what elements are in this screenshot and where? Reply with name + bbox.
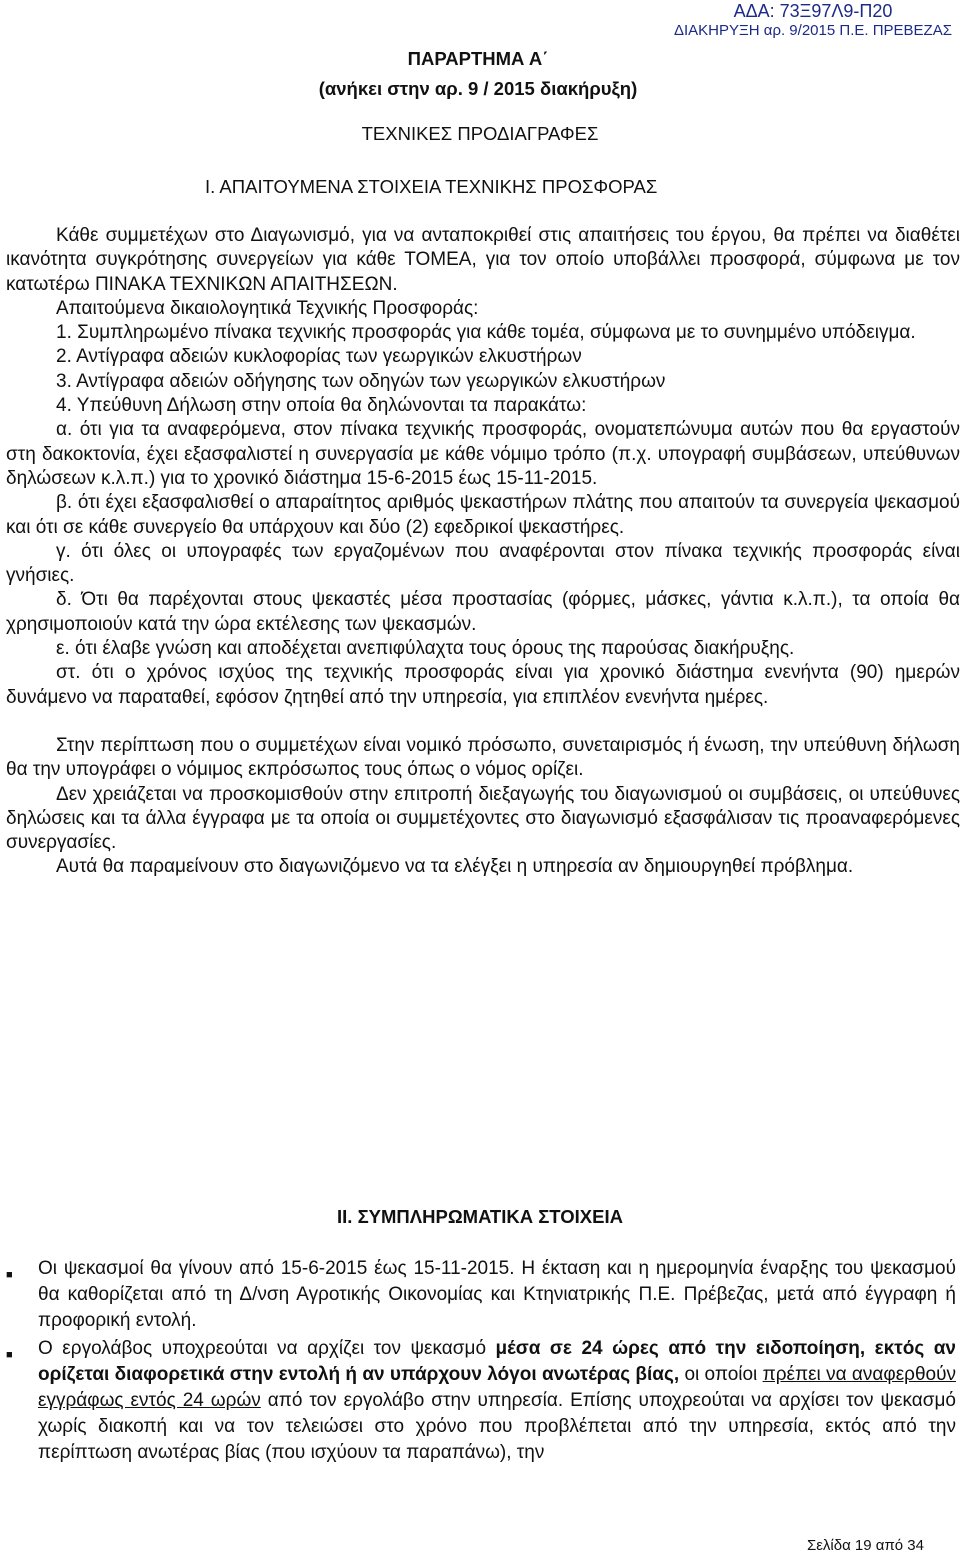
list-item: 1. Συμπληρωμένο πίνακα τεχνικής προσφοράς για κάθε τομέα, σύμφωνα με το συνημμένο υπόδειγμα.	[56, 322, 916, 344]
ada-stamp	[674, 2, 952, 40]
list-item	[6, 1256, 956, 1334]
list-item: 4. Υπεύθυνη Δήλωση στην οποία θα δηλώνονται τα παρακάτω:	[56, 395, 587, 417]
paragraph: Αυτά θα παραμείνουν στο διαγωνιζόμενο να τα ελέγξει η υπηρεσία αν δημιουργηθεί πρόβλημα.	[56, 856, 854, 878]
text-run: από τον εργολάβο στην υπηρεσία. Επίσης υποχρεούται να αρχίσει τον ψεκασμό χωρίς διακοπή και να τον τελειώσει στο χρόνο που προβλέπεται από την υπηρεσία, εκτός από την περίπτωση ανωτέρας βίας (που ισχύουν τα παραπάνω), την	[38, 1390, 956, 1463]
bullet-text: Οι ψεκασμοί θα γίνουν από 15-6-2015 έως 15-11-2015. Η έκταση και η ημερομηνία έναρξης του ψεκασμού θα καθορίζεται από τη Δ/νση Αγροτικής Οικονομίας και Κτηνιατρικής Π.Ε. Πρέβεζας, μετά από έγγραφη ή προφορική εντολή.	[38, 1258, 956, 1331]
section2-bullets	[6, 1256, 956, 1468]
docs-heading: Απαιτούμενα δικαιολογητικά Τεχνικής Προσφοράς:	[56, 297, 479, 319]
square-bullet-icon: ■	[6, 1349, 13, 1361]
declaration-reference: ΔΙΑΚΗΡΥΞΗ αρ. 9/2015 Π.Ε. ΠΡΕΒΕΖΑΣ	[673, 22, 952, 39]
declaration-item: στ. ότι ο χρόνος ισχύος της τεχνικής προσφοράς είναι για χρονικό διάστημα ενενήντα (90) ημερών δυνάμενο να παραταθεί, εφόσον ζητηθεί από την υπηρεσία, για επιπλέον ενενήντα ημέρες.	[6, 662, 960, 708]
page-number: Σελίδα 19 από 34	[806, 1537, 924, 1554]
declaration-item: ε. ότι έλαβε γνώση και αποδέχεται ανεπιφύλαχτα τους όρους της παρούσας διακήρυξης.	[56, 638, 795, 660]
list-item: 3. Αντίγραφα αδειών οδήγησης των οδηγών των γεωργικών ελκυστήρων	[56, 370, 666, 392]
list-item	[6, 1336, 956, 1466]
section1-body	[6, 224, 960, 880]
tech-specs-title: ΤΕΧΝΙΚΕΣ ΠΡΟΔΙΑΓΡΑΦΕΣ	[361, 123, 599, 144]
bold-text: μέσα σε 24 ώρες από την ειδοποίηση, εκτός αν ορίζεται διαφορετικά στην εντολή ή αν υπάρχουν λόγοι ανωτέρας βίας,	[38, 1338, 956, 1385]
annex-subtitle: (ανήκει στην αρ. 9 / 2015 διακήρυξη)	[318, 78, 638, 99]
section2-title: ΙΙ. ΣΥΜΠΛΗΡΩΜΑΤΙΚΑ ΣΤΟΙΧΕΙΑ	[337, 1206, 623, 1227]
paragraph: Δεν χρειάζεται να προσκομισθούν στην επιτροπή διεξαγωγής του διαγωνισμού οι συμβάσεις, οι υπεύθυνες δηλώσεις και τα άλλα έγγραφα με τα οποία οι συμμετέχοντες στο διαγωνισμό εξασφάλισαν τις προαναφερόμενες συνεργασίες.	[6, 783, 960, 854]
declaration-item: δ. Ότι θα παρέχονται στους ψεκαστές μέσα προστασίας (φόρμες, μάσκες, γάντια κ.λ.π.), τα οποία θα χρησιμοποιούν κατά την ώρα εκτέλεσης των ψεκασμών.	[6, 589, 960, 635]
section1-title: Ι. ΑΠΑΙΤΟΥΜΕΝΑ ΣΤΟΙΧΕΙΑ ΤΕΧΝΙΚΗΣ ΠΡΟΣΦΟΡΑΣ	[205, 176, 658, 197]
declaration-item: β. ότι έχει εξασφαλισθεί ο απαραίτητος αριθμός ψεκαστήρων πλάτης που απαιτούν τα συνεργεία ψεκασμού και ότι σε κάθε συνεργείο θα υπάρχουν και δύο (2) εφεδρικοί ψεκαστήρες.	[6, 492, 960, 538]
text-run: Ο εργολάβος υποχρεούται να αρχίζει τον ψεκασμό	[38, 1338, 496, 1359]
bullet-text	[38, 1336, 956, 1466]
annex-title: ΠΑΡΑΡΤΗΜΑ Α΄	[407, 48, 549, 69]
list-item: 2. Αντίγραφα αδειών κυκλοφορίας των γεωργικών ελκυστήρων	[56, 346, 582, 368]
declaration-item: α. ότι για τα αναφερόμενα, στον πίνακα τεχνικής προσφοράς, ονοματεπώνυμα αυτών που θα εργαστούν στη δακοκτονία, έχει εξασφαλιστεί η συνεργασία με κάθε νόμιμο τρόπο (π.χ. υπογραφή συμβάσεων, υπεύθυνων δηλώσεων κ.λ.π.) για το χρονικό διάστημα 15-6-2015 έως 15-11-2015.	[6, 419, 960, 489]
declaration-item: γ. ότι όλες οι υπογραφές των εργαζομένων που αναφέρονται στον πίνακα τεχνικής προσφοράς είναι γνήσιες.	[6, 540, 960, 587]
underlined-text: πρέπει να αναφερθούν εγγράφως εντός 24 ωρών	[38, 1364, 956, 1411]
intro-paragraph: Κάθε συμμετέχων στο Διαγωνισμό, για να ανταποκριθεί στις απαιτήσεις του έργου, θα πρέπει να διαθέτει ικανότητα συγκρότησης συνεργείων για κάθε ΤΟΜΕΑ, για τον οποίο υποβάλλει προσφορά, σύμφωνα με τον κατωτέρω ΠΙΝΑΚΑ ΤΕΧΝΙΚΩΝ ΑΠΑΙΤΗΣΕΩΝ.	[6, 225, 960, 295]
square-bullet-icon: ■	[6, 1269, 13, 1281]
paragraph: Στην περίπτωση που ο συμμετέχων είναι νομικό πρόσωπο, συνεταιρισμός ή ένωση, την υπεύθυνη δήλωση θα την υπογράφει ο νόμιμος εκπρόσωπος τους όπως ο νόμος ορίζει.	[6, 734, 960, 781]
ada-code: ΑΔΑ: 73Ξ97Λ9-Π20	[733, 1, 893, 21]
text-run: οι οποίοι	[679, 1364, 763, 1385]
annex-heading	[288, 44, 668, 104]
